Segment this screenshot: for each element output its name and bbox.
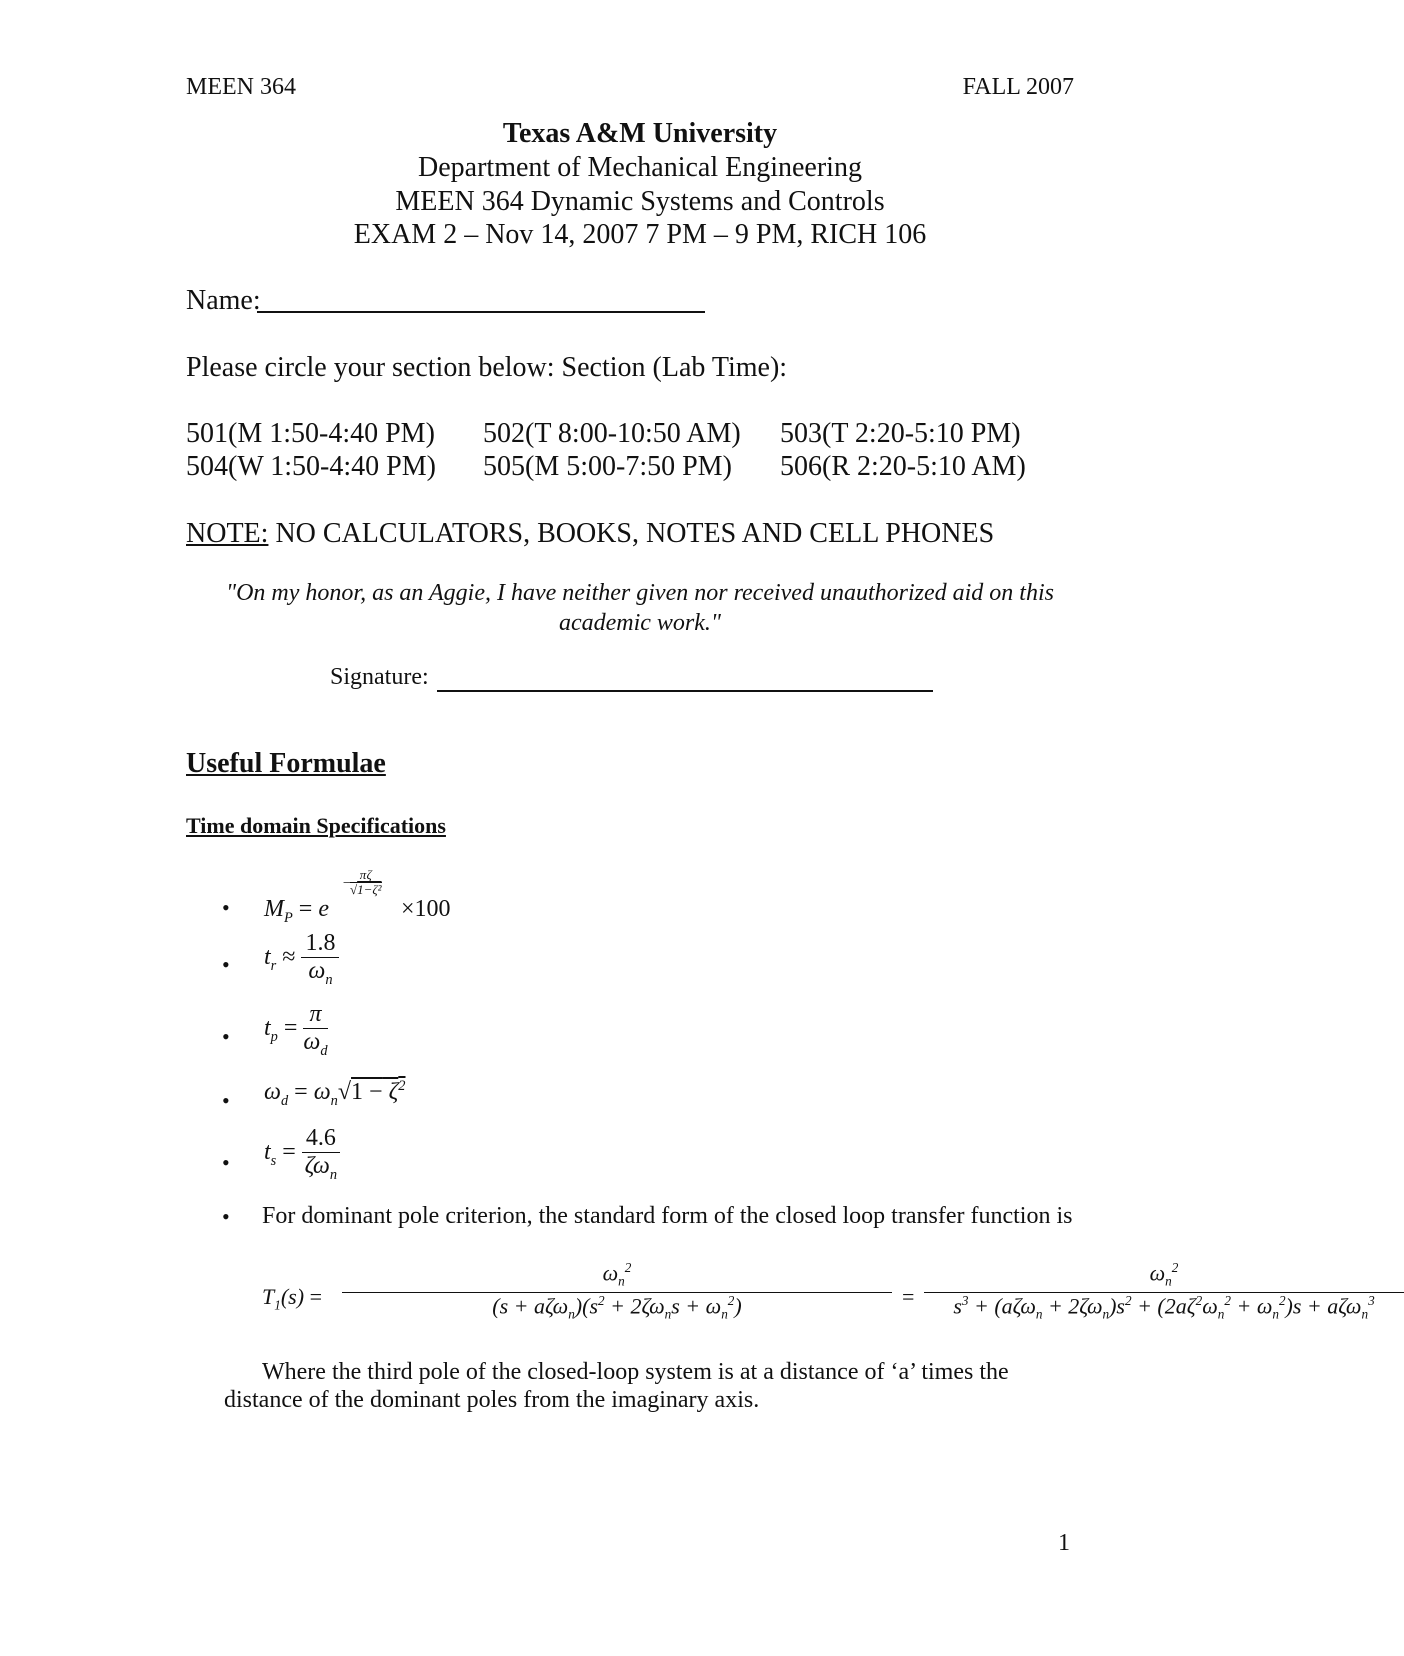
bullet-dot: • [222, 1088, 230, 1113]
section-501[interactable]: 501(M 1:50-4:40 PM) [186, 418, 435, 449]
formula-transfer-function: $T_1(s)$ = $\omega_n^2$ $(s + a\zeta\omega_n)(s^2 + 2\zeta\omega_ns + \omega_n^2)$ = $\omega_n^2$ $s^3 + (a\zeta\omega_n + 2\zeta\omega_n)s^2 + (2a\zeta^2\omega_n^2 + \omega_n^2)s + a\zeta\omega_n^3$ [262, 1260, 1262, 1334]
section-506[interactable]: 506(R 2:20-5:10 AM) [780, 451, 1026, 482]
section-prompt: Please circle your section below: Section (Lab Time): [186, 352, 788, 383]
tr-numerator: 1.8 [301, 930, 339, 958]
note-text: NO CALCULATORS, BOOKS, NOTES AND CELL PHONES [268, 518, 995, 549]
exam-title: EXAM 2 – Nov 14, 2007 7 PM – 9 PM, RICH 106 [353, 219, 927, 250]
header-course: MEEN 364 [186, 74, 296, 100]
page-number: 1 [1058, 1530, 1070, 1556]
formula-ts: $t_s$ = $\frac{4.6}{\zeta\omega_n}$ [264, 1125, 340, 1197]
university-title: Texas A&M University [502, 118, 778, 149]
signature-label: Signature: [330, 664, 429, 690]
signature-field[interactable] [437, 690, 933, 692]
useful-formulae-heading: Useful Formulae [186, 748, 386, 779]
formula-wd: $\omega_d = \omega_n√1 - \zeta^2$ [264, 1078, 406, 1109]
header-term: FALL 2007 [962, 74, 1074, 100]
formula-tp: $t_p$ = $\frac{\pi}{\omega_d}$ [264, 1001, 328, 1059]
course-title: MEEN 364 Dynamic Systems and Controls [395, 186, 885, 217]
bullet-dot: • [222, 1024, 230, 1049]
formula-mp: $M_P = e$ πζ √1−ζ² − ×100 [264, 867, 451, 926]
section-503[interactable]: 503(T 2:20-5:10 PM) [780, 418, 1021, 449]
bullet-dot: • [222, 1150, 230, 1175]
bullet-dot: • [222, 952, 230, 977]
section-505[interactable]: 505(M 5:00-7:50 PM) [483, 451, 732, 482]
formula-tr: $t_r$ ≈ $\frac{1.8}{\omega_n}$ [264, 930, 339, 1000]
honor-code: "On my honor, as an Aggie, I have neither given nor received unauthorized aid on this academic work." [226, 580, 1054, 636]
name-field[interactable] [257, 311, 705, 313]
bullet-dot: • [222, 1204, 230, 1229]
bullet-dot: • [222, 895, 230, 920]
section-502[interactable]: 502(T 8:00-10:50 AM) [483, 418, 741, 449]
ts-numerator: 4.6 [302, 1125, 340, 1153]
section-504[interactable]: 504(W 1:50-4:40 PM) [186, 451, 436, 482]
note-line [186, 518, 994, 550]
note-label: NOTE: [186, 518, 269, 549]
department-title: Department of Mechanical Engineering [418, 152, 862, 183]
third-pole-paragraph: Where the third pole of the closed-loop system is at a distance of ‘a’ times the distance of the dominant poles from the imaginary axis. [224, 1359, 1009, 1413]
time-domain-heading: Time domain Specifications [186, 813, 446, 838]
dominant-pole-text: For dominant pole criterion, the standard form of the closed loop transfer function is [262, 1203, 1073, 1229]
name-label: Name: [186, 285, 261, 316]
formula-hundred: ×100 [401, 896, 451, 922]
